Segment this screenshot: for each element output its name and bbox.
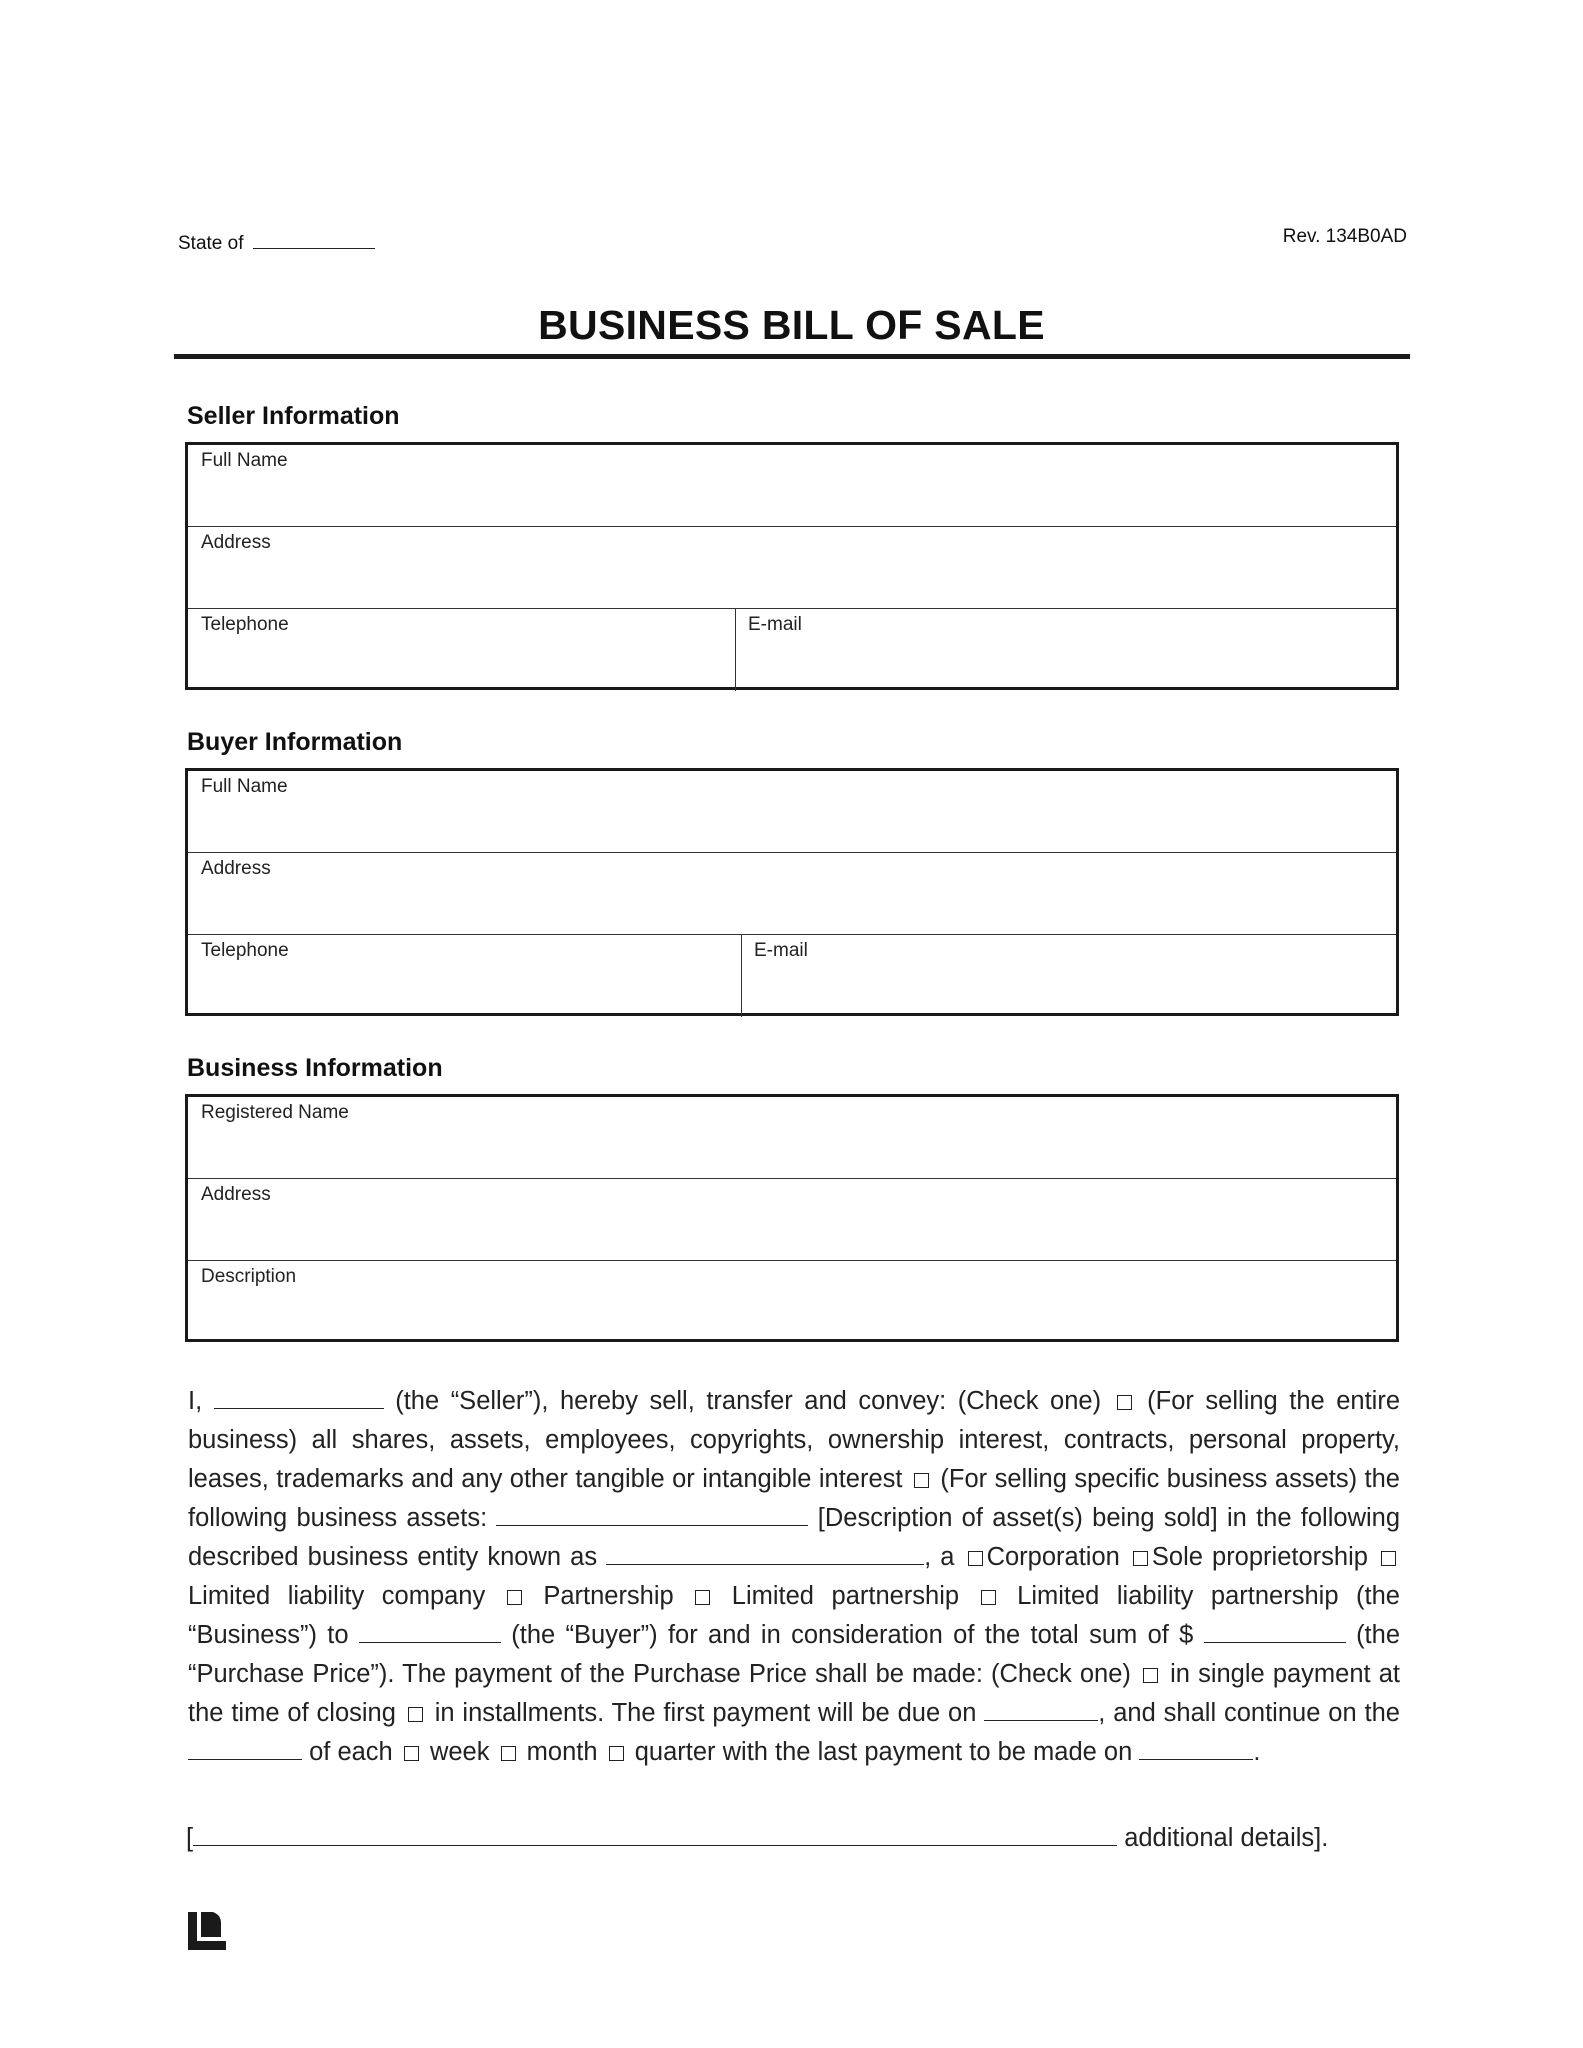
additional-details-blank[interactable] — [193, 1823, 1117, 1846]
specific-assets-checkbox[interactable] — [914, 1473, 929, 1488]
agreement-text: . — [1253, 1738, 1261, 1766]
payment-day-blank[interactable] — [188, 1737, 302, 1760]
seller-email-label: E-mail — [748, 614, 802, 635]
limited-partnership-option-label: Limited partnership — [731, 1582, 960, 1610]
seller-full-name-row[interactable] — [188, 445, 1396, 527]
buyer-address-row[interactable] — [188, 853, 1396, 935]
single-payment-checkbox[interactable] — [1143, 1668, 1158, 1683]
llp-checkbox[interactable] — [981, 1590, 996, 1605]
buyer-full-name-row[interactable] — [188, 771, 1396, 853]
agreement-text: (For selling specific business assets) the following business assets: — [188, 1465, 1400, 1532]
corporation-checkbox[interactable] — [968, 1551, 983, 1566]
seller-info-box — [185, 442, 1399, 690]
additional-open-bracket: [ — [186, 1824, 194, 1852]
seller-contact-row — [188, 609, 1396, 691]
sole-proprietorship-option-label: Sole proprietorship — [1151, 1543, 1368, 1571]
buyer-address-label: Address — [201, 858, 271, 879]
agreement-text: (the “Purchase Price”). The payment of the Purchase Price shall be made: (Check one) — [188, 1621, 1401, 1688]
quarter-checkbox[interactable] — [609, 1746, 624, 1761]
partnership-option-label: Partnership — [543, 1582, 674, 1610]
agreement-text: in installments. The first payment will be due on — [434, 1699, 977, 1727]
month-checkbox[interactable] — [501, 1746, 516, 1761]
buyer-full-name-label: Full Name — [201, 776, 288, 797]
last-payment-date-blank[interactable] — [1139, 1737, 1253, 1760]
partnership-checkbox[interactable] — [507, 1590, 522, 1605]
agreement-text: (the “Business”) to — [188, 1582, 1400, 1649]
buyer-name-blank[interactable] — [359, 1620, 501, 1643]
business-address-label: Address — [201, 1184, 271, 1205]
agreement-text: of each — [309, 1738, 393, 1766]
buyer-contact-row — [188, 935, 1396, 1017]
seller-heading: Seller Information — [187, 402, 400, 430]
agreement-text: [Description of asset(s) being sold] in the following described business entity known as — [188, 1504, 1401, 1571]
state-label: State of — [178, 233, 244, 254]
buyer-telephone-label: Telephone — [201, 940, 289, 961]
purchase-price-blank[interactable] — [1204, 1620, 1346, 1643]
corporation-option-label: Corporation — [986, 1543, 1120, 1571]
business-registered-name-row[interactable] — [188, 1097, 1396, 1179]
business-description-row[interactable] — [188, 1261, 1396, 1343]
state-blank[interactable] — [253, 226, 375, 249]
business-description-label: Description — [201, 1266, 297, 1287]
week-checkbox[interactable] — [404, 1746, 419, 1761]
agreement-text: , and shall continue on the — [1098, 1699, 1400, 1727]
seller-full-name-label: Full Name — [201, 450, 288, 471]
business-name-blank[interactable] — [606, 1542, 924, 1565]
agreement-text: , a — [924, 1543, 955, 1571]
title-rule — [174, 354, 1410, 359]
limited-partnership-checkbox[interactable] — [695, 1590, 710, 1605]
buyer-info-box — [185, 768, 1399, 1016]
buyer-email-label: E-mail — [754, 940, 808, 961]
seller-name-blank[interactable] — [214, 1386, 384, 1409]
seller-email-cell[interactable] — [735, 609, 1396, 691]
assets-description-blank[interactable] — [496, 1503, 808, 1526]
business-heading: Business Information — [187, 1054, 443, 1082]
agreement-text: in single payment at the time of closing — [188, 1660, 1400, 1727]
additional-details-suffix: additional details]. — [1124, 1824, 1329, 1852]
seller-address-label: Address — [201, 532, 271, 553]
llc-option-label: Limited liability company — [188, 1582, 486, 1610]
agreement-text: (the “Seller”), hereby sell, transfer and convey: (Check one) — [395, 1387, 1102, 1415]
business-address-row[interactable] — [188, 1179, 1396, 1261]
document-logo-icon — [187, 1911, 227, 1951]
week-option-label: week — [429, 1738, 490, 1766]
first-payment-date-blank[interactable] — [984, 1698, 1098, 1721]
agreement-text: I, — [188, 1387, 203, 1415]
agreement-text: (For selling the entire business) all shares, assets, employees, copyrights, ownership interest, contracts, personal property, leases, trademarks and any other tangible or intangible interest — [188, 1387, 1401, 1493]
page-title: BUSINESS BILL OF SALE — [538, 302, 1045, 348]
buyer-telephone-cell[interactable] — [188, 935, 742, 1017]
llp-option-label: Limited liability partnership — [1017, 1582, 1339, 1610]
seller-telephone-label: Telephone — [201, 614, 289, 635]
sole-proprietorship-checkbox[interactable] — [1133, 1551, 1148, 1566]
business-registered-name-label: Registered Name — [201, 1102, 349, 1123]
agreement-text: (the “Buyer”) for and in consideration of the total sum of $ — [511, 1621, 1194, 1649]
seller-telephone-cell[interactable] — [188, 609, 736, 691]
agreement-paragraph — [188, 1382, 1400, 1772]
quarter-option-label: quarter — [634, 1738, 716, 1766]
state-field — [178, 226, 375, 255]
seller-address-row[interactable] — [188, 527, 1396, 609]
business-info-box — [185, 1094, 1399, 1342]
additional-details-line — [186, 1823, 1328, 1853]
entire-business-checkbox[interactable] — [1117, 1395, 1132, 1410]
llc-checkbox[interactable] — [1381, 1551, 1396, 1566]
buyer-heading: Buyer Information — [187, 728, 403, 756]
installments-checkbox[interactable] — [408, 1707, 423, 1722]
document-logo-icon — [187, 1911, 227, 1951]
agreement-text: with the last payment to be made on — [722, 1738, 1133, 1766]
month-option-label: month — [526, 1738, 598, 1766]
revision-number: Rev. 134B0AD — [1282, 226, 1407, 247]
buyer-email-cell[interactable] — [741, 935, 1396, 1017]
